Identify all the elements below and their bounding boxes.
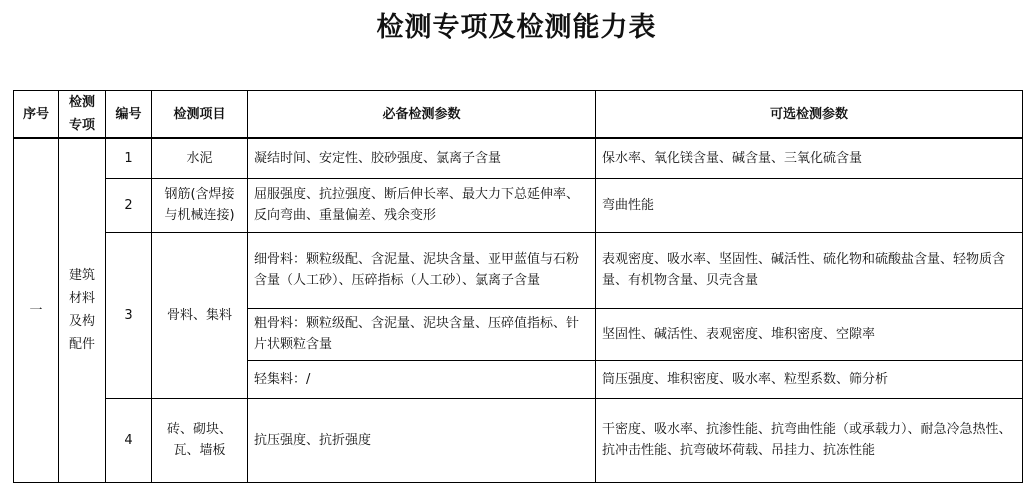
header-item: 检测项目 [152, 91, 248, 139]
group-category-cell [59, 138, 106, 482]
header-required: 必备检测参数 [248, 91, 596, 139]
group-seq-cell: 一 [14, 138, 59, 482]
table-row [14, 178, 1023, 232]
row-item-cell: 骨料、集料 [152, 232, 248, 398]
header-seq: 序号 [14, 91, 59, 139]
row-item-cell: 水泥 [152, 138, 248, 178]
row-required-cell: 轻集料：/ [248, 360, 596, 398]
row-optional-cell: 干密度、吸水率、抗渗性能、抗弯曲性能（或承载力）、耐急冷急热性、抗冲击性能、抗弯破坏荷载、吊挂力、抗冻性能 [596, 398, 1023, 482]
row-optional-cell: 坚固性、碱活性、表观密度、堆积密度、空隙率 [596, 308, 1023, 360]
row-optional-cell: 筒压强度、堆积密度、吸水率、粒型系数、筛分析 [596, 360, 1023, 398]
row-item-cell: 钢筋(含焊接与机械连接) [152, 178, 248, 232]
table-header-row [14, 91, 1023, 139]
header-category [59, 91, 106, 139]
row-num-cell: 2 [106, 178, 152, 232]
row-num-cell: 1 [106, 138, 152, 178]
row-optional-cell: 保水率、氧化镁含量、碱含量、三氧化硫含量 [596, 138, 1023, 178]
capability-table [13, 90, 1023, 483]
row-required-cell: 屈服强度、抗拉强度、断后伸长率、最大力下总延伸率、反向弯曲、重量偏差、残余变形 [248, 178, 596, 232]
row-optional-cell: 弯曲性能 [596, 178, 1023, 232]
header-optional: 可选检测参数 [596, 91, 1023, 139]
group-category-text: 建筑材料及构配件 [68, 268, 95, 353]
row-num-cell: 4 [106, 398, 152, 482]
header-category-text: 检测专项 [68, 95, 95, 133]
row-item-cell: 砖、砌块、瓦、墙板 [152, 398, 248, 482]
table-row [14, 398, 1023, 482]
table-row [14, 138, 1023, 178]
row-required-cell: 细骨料：颗粒级配、含泥量、泥块含量、亚甲蓝值与石粉含量（人工砂）、压碎指标（人工砂）、氯离子含量 [248, 232, 596, 308]
row-required-cell: 抗压强度、抗折强度 [248, 398, 596, 482]
row-required-cell: 粗骨料：颗粒级配、含泥量、泥块含量、压碎值指标、针片状颗粒含量 [248, 308, 596, 360]
row-optional-cell: 表观密度、吸水率、坚固性、碱活性、硫化物和硫酸盐含量、轻物质含量、有机物含量、贝壳含量 [596, 232, 1023, 308]
row-num-cell: 3 [106, 232, 152, 398]
page-title: 检测专项及检测能力表 [376, 12, 657, 43]
row-required-cell: 凝结时间、安定性、胶砂强度、氯离子含量 [248, 138, 596, 178]
table-row [14, 232, 1023, 308]
header-num: 编号 [106, 91, 152, 139]
